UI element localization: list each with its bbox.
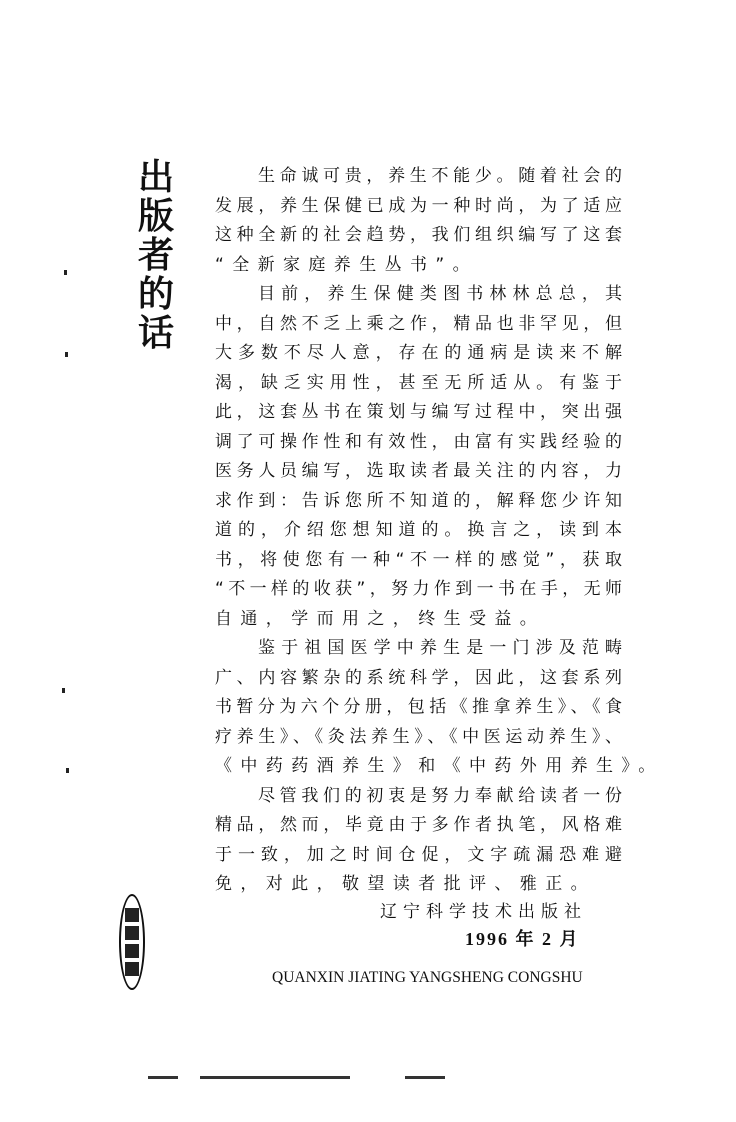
title-char: 的 [137, 274, 174, 315]
paragraph-line: “全新家庭养生丛书”。 [215, 254, 479, 275]
paragraph-line: 求作到：告诉您所不知道的，解释您少许知 [215, 490, 622, 511]
paragraph-line: 鉴于祖国医学中养生是一门涉及范畴 [258, 638, 622, 658]
paragraph-line: 大多数不尽人意，存在的通病是读来不解 [215, 343, 622, 363]
paragraph-line: 自通，学而用之，终生受益。 [215, 608, 546, 629]
paragraph-line: “不一样的收获”，努力作到一书在手，无师 [215, 579, 622, 599]
preface-body [215, 162, 664, 900]
paragraph-line: 精品，然而，毕竟由于多作者执笔，风格难 [215, 815, 622, 835]
paragraph-line: 中，自然不乏上乘之作，精品也非罕见，但 [215, 313, 622, 334]
scan-smudge [405, 1076, 445, 1079]
series-pinyin-title: QUANXIN JIATING YANGSHENG CONGSHU [272, 969, 583, 986]
scan-speck [65, 352, 68, 357]
paragraph-line: 书暂分为六个分册，包括《推拿养生》、《食 [215, 697, 622, 717]
paragraph-line: 《中药药酒养生》和《中药外用养生》。 [215, 756, 664, 776]
paragraph-line: 此，这套丛书在策划与编写过程中，突出强 [215, 402, 622, 422]
paragraph-line: 广、内容繁杂的系统科学，因此，这套系列 [215, 667, 622, 688]
paragraph-line: 免，对此，敬望读者批评、雅正。 [215, 874, 596, 894]
scan-speck [64, 270, 67, 275]
paragraph-line: 调了可操作性和有效性，由富有实践经验的 [215, 431, 622, 452]
paragraph-line: 生命诚可贵，养生不能少。随着社会的 [258, 166, 622, 186]
title-char: 出 [137, 157, 174, 198]
paragraph-line: 尽管我们的初衷是努力奉献给读者一份 [258, 785, 622, 806]
paragraph-line: 道的，介绍您想知道的。换言之，读到本 [215, 520, 622, 540]
scan-speck [62, 688, 65, 693]
signature-date: 1996 年 2 月 [465, 929, 580, 949]
title-char: 话 [137, 313, 174, 354]
series-logo [119, 894, 145, 990]
paragraph-line: 疗养生》、《灸法养生》、《中医运动养生》、 [215, 726, 622, 747]
title-char: 者 [137, 235, 174, 276]
title-char: 版 [137, 196, 174, 237]
paragraph-line: 于一致，加之时间仓促，文字疏漏恐难避 [215, 844, 622, 865]
paragraph-line: 书，将使您有一种“不一样的感觉”，获取 [215, 549, 622, 570]
paragraph-line: 这种全新的社会趋势，我们组织编写了这套 [215, 225, 622, 245]
paragraph-line: 渴，缺乏实用性，甚至无所适从。有鉴于 [215, 372, 622, 393]
scan-smudge [148, 1076, 178, 1079]
paragraph-line: 医务人员编写，选取读者最关注的内容，力 [215, 461, 622, 481]
paragraph-line: 目前，养生保健类图书林林总总，其 [258, 284, 622, 304]
publisher-signature: 辽宁科学技术出版社 [380, 902, 587, 922]
scan-smudge [200, 1076, 350, 1079]
paragraph-line: 发展，养生保健已成为一种时尚，为了适应 [215, 195, 622, 216]
page-title [136, 158, 176, 353]
scan-speck [66, 768, 69, 773]
